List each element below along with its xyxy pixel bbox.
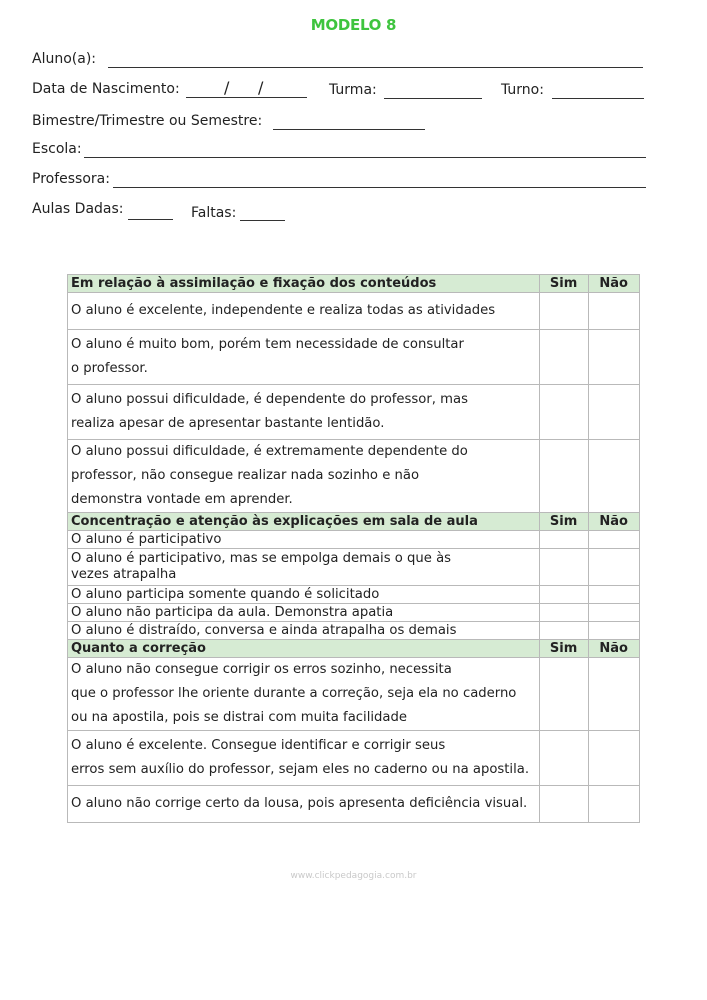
criterion-text: O aluno é muito bom, porém tem necessidade de consultar o professor. [68,330,540,385]
yes-check-cell[interactable] [539,622,589,640]
criterion-row [68,385,640,440]
classes-given-label: Aulas Dadas: [32,201,124,217]
shift-label: Turno: [501,82,544,98]
period-line[interactable] [273,129,425,130]
criterion-row [68,293,640,330]
criterion-row [68,731,640,786]
no-check-cell[interactable] [589,786,640,823]
no-check-cell[interactable] [589,658,640,731]
no-column-header: Não [589,513,640,531]
criterion-text: O aluno participa somente quando é solicitado [68,586,540,604]
criterion-row [68,531,640,549]
birth-date-label: Data de Nascimento: [32,81,180,97]
section-header [68,513,640,531]
criterion-text: O aluno possui dificuldade, é extremamente dependente do professor, não consegue realizar nada sozinho e não demonstra vontade em aprender. [68,440,540,513]
yes-check-cell[interactable] [539,385,589,440]
no-check-cell[interactable] [589,531,640,549]
yes-column-header: Sim [539,640,589,658]
birth-date-line[interactable] [186,97,307,98]
no-check-cell[interactable] [589,586,640,604]
yes-check-cell[interactable] [539,330,589,385]
criterion-row [68,604,640,622]
no-check-cell[interactable] [589,622,640,640]
no-column-header: Não [589,640,640,658]
student-name-line[interactable] [108,67,643,68]
section-header [68,640,640,658]
yes-check-cell[interactable] [539,531,589,549]
yes-check-cell[interactable] [539,586,589,604]
criterion-text: O aluno não participa da aula. Demonstra apatia [68,604,540,622]
criterion-text: O aluno é excelente. Consegue identificar e corrigir seus erros sem auxílio do professor, sejam eles no caderno ou na apostila. [68,731,540,786]
no-check-cell[interactable] [589,440,640,513]
criterion-row [68,330,640,385]
criterion-row [68,622,640,640]
yes-check-cell[interactable] [539,293,589,330]
criterion-text: O aluno possui dificuldade, é dependente do professor, mas realiza apesar de apresentar bastante lentidão. [68,385,540,440]
student-name-label: Aluno(a): [32,51,96,67]
yes-check-cell[interactable] [539,440,589,513]
criterion-row [68,658,640,731]
criterion-row [68,786,640,823]
section-header [68,275,640,293]
no-check-cell[interactable] [589,293,640,330]
no-column-header: Não [589,275,640,293]
criterion-row [68,586,640,604]
criterion-text: O aluno é distraído, conversa e ainda atrapalha os demais [68,622,540,640]
yes-check-cell[interactable] [539,731,589,786]
criterion-text: O aluno é excelente, independente e realiza todas as atividades [68,293,540,330]
page-title: MODELO 8 [310,16,397,34]
yes-column-header: Sim [539,513,589,531]
period-label: Bimestre/Trimestre ou Semestre: [32,113,263,129]
criterion-row [68,440,640,513]
teacher-label: Professora: [32,171,110,187]
criterion-row [68,549,640,586]
evaluation-table [67,274,640,823]
section-heading: Concentração e atenção às explicações em sala de aula [68,513,540,531]
date-separator: / [258,78,264,97]
absences-line[interactable] [240,220,285,221]
no-check-cell[interactable] [589,385,640,440]
yes-column-header: Sim [539,275,589,293]
no-check-cell[interactable] [589,549,640,586]
classes-given-line[interactable] [128,219,173,220]
no-check-cell[interactable] [589,604,640,622]
no-check-cell[interactable] [589,330,640,385]
teacher-line[interactable] [113,187,646,188]
yes-check-cell[interactable] [539,786,589,823]
footer-url: www.clickpedagogia.com.br [290,871,417,881]
school-label: Escola: [32,141,82,157]
no-check-cell[interactable] [589,731,640,786]
yes-check-cell[interactable] [539,549,589,586]
section-heading: Quanto a correção [68,640,540,658]
yes-check-cell[interactable] [539,658,589,731]
class-line[interactable] [384,98,482,99]
criterion-text: O aluno é participativo [68,531,540,549]
criterion-text: O aluno não corrige certo da lousa, pois apresenta deficiência visual. [68,786,540,823]
section-heading: Em relação à assimilação e fixação dos conteúdos [68,275,540,293]
criterion-text: O aluno é participativo, mas se empolga demais o que às vezes atrapalha [68,549,540,586]
absences-label: Faltas: [191,205,237,221]
criterion-text: O aluno não consegue corrigir os erros sozinho, necessita que o professor lhe oriente durante a correção, seja ela no caderno ou na apostila, pois se distrai com muita facilidade [68,658,540,731]
class-label: Turma: [329,82,377,98]
shift-line[interactable] [552,98,644,99]
school-line[interactable] [84,157,646,158]
yes-check-cell[interactable] [539,604,589,622]
date-separator: / [224,78,230,97]
